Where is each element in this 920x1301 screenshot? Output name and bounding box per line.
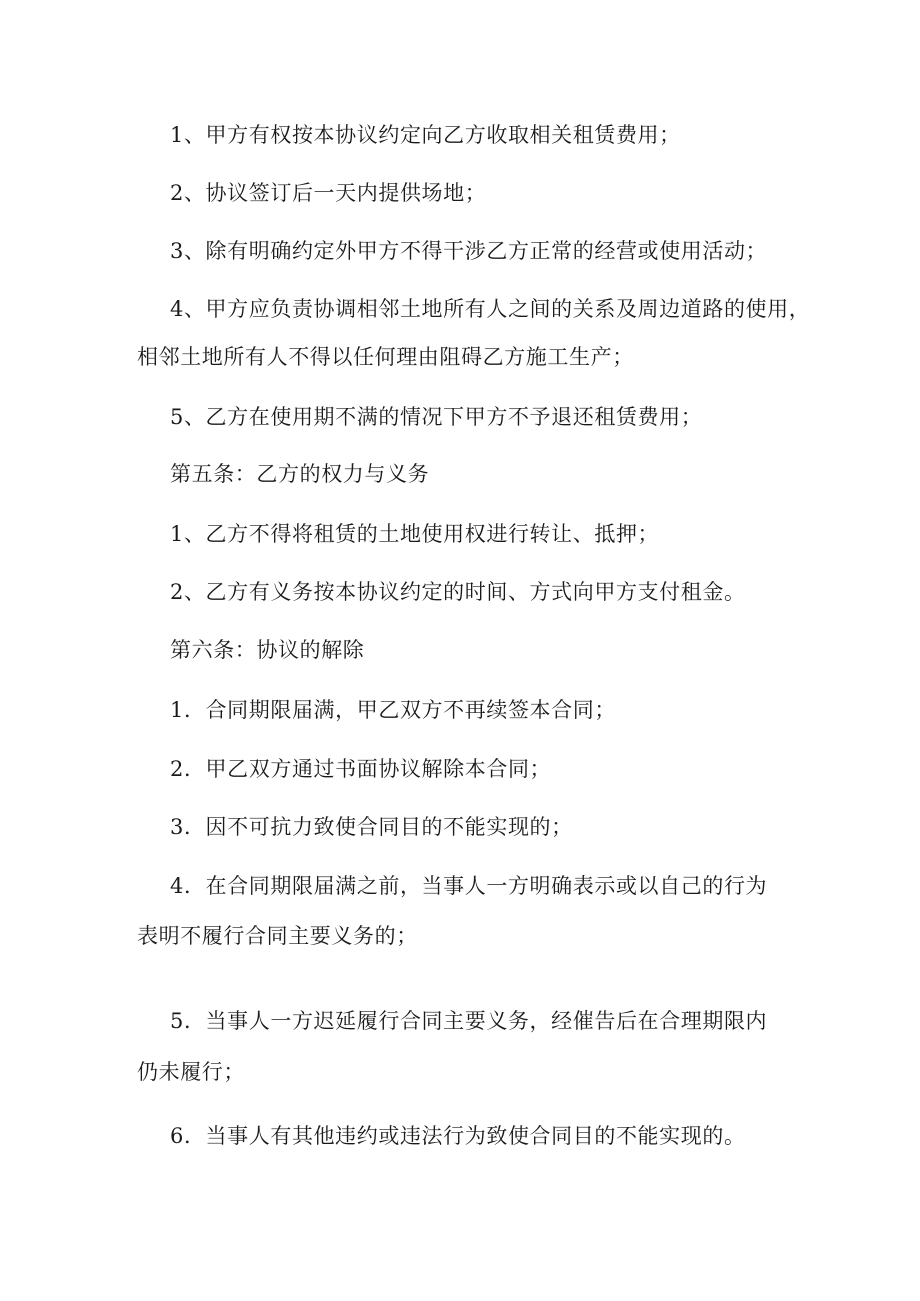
party-a-duty-4-continued: 相邻土地所有人不得以任何理由阻碍乙方施工生产；	[137, 345, 634, 369]
article-6-item-6: 6．当事人有其他违约或违法行为致使合同目的不能实现的。	[170, 1124, 746, 1148]
article-6-item-5-continued: 仍未履行；	[137, 1060, 245, 1084]
article-5-item-1: 1、乙方不得将租赁的土地使用权进行转让、抵押；	[170, 522, 660, 546]
article-6-item-4-continued: 表明不履行合同主要义务的；	[137, 924, 418, 948]
party-a-duty-3: 3、除有明确约定外甲方不得干涉乙方正常的经营或使用活动；	[170, 239, 768, 263]
article-6-heading: 第六条：协议的解除	[170, 638, 365, 662]
article-5-heading: 第五条：乙方的权力与义务	[170, 462, 430, 486]
article-6-item-3: 3．因不可抗力致使合同目的不能实现的；	[170, 815, 573, 839]
article-6-item-5: 5．当事人一方迟延履行合同主要义务，经催告后在合理期限内	[170, 1009, 768, 1033]
article-6-item-4: 4．在合同期限届满之前，当事人一方明确表示或以自己的行为	[170, 874, 768, 898]
article-5-item-2: 2、乙方有义务按本协议约定的时间、方式向甲方支付租金。	[170, 580, 746, 604]
article-6-item-1: 1．合同期限届满，甲乙双方不再续签本合同；	[170, 698, 616, 722]
party-a-duty-2: 2、协议签订后一天内提供场地；	[170, 181, 487, 205]
party-a-duty-1: 1、甲方有权按本协议约定向乙方收取相关租赁费用；	[170, 123, 681, 147]
party-a-duty-4: 4、甲方应负责协调相邻土地所有人之间的关系及周边道路的使用，	[170, 297, 811, 321]
party-a-duty-5: 5、乙方在使用期不满的情况下甲方不予退还租赁费用；	[170, 405, 703, 429]
article-6-item-2: 2．甲乙双方通过书面协议解除本合同；	[170, 757, 552, 781]
